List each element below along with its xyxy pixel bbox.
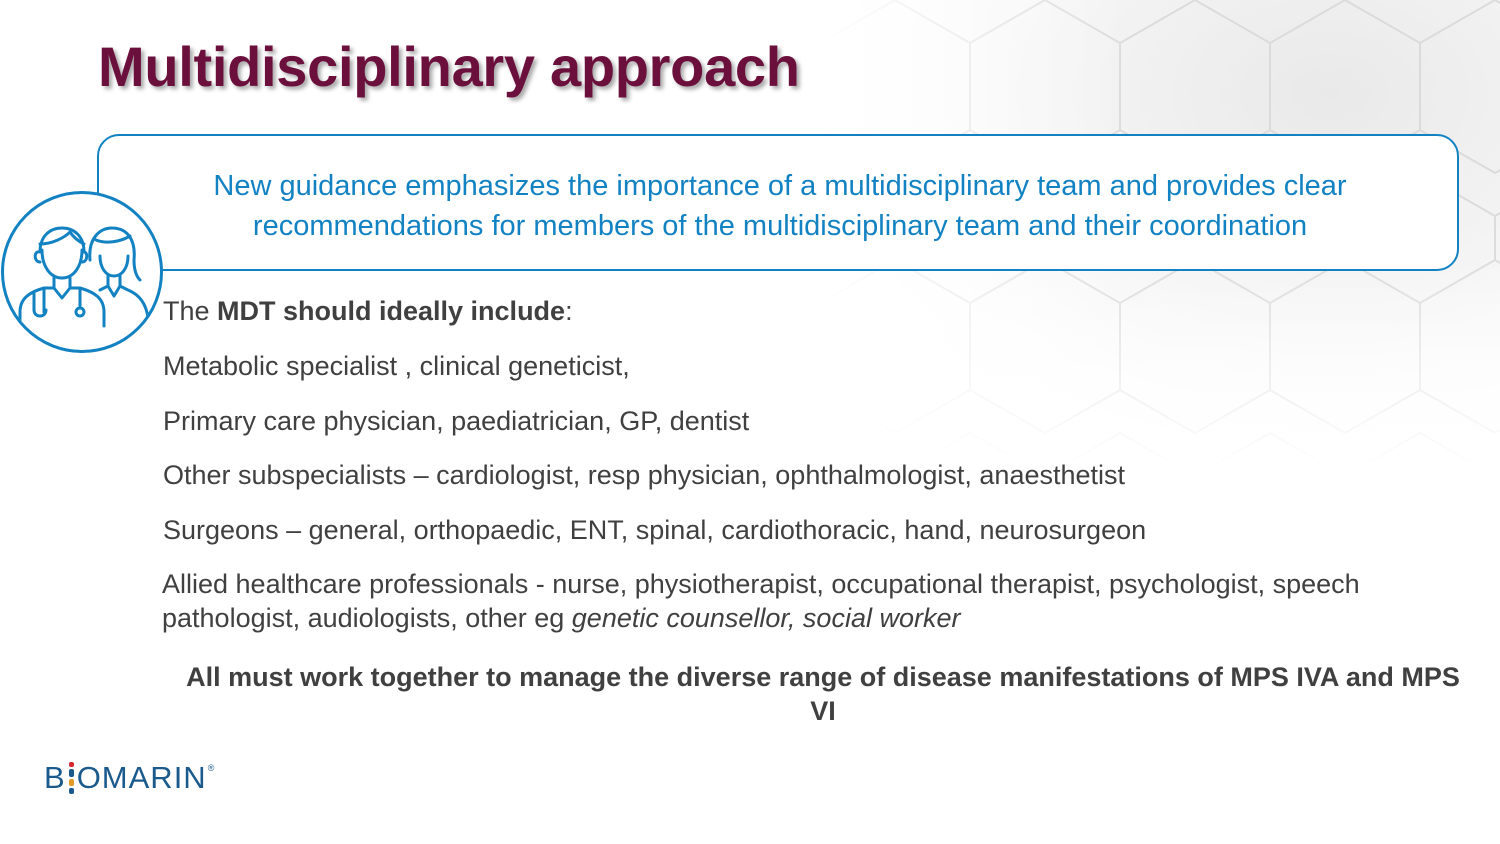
- conclusion-statement: All must work together to manage the diverse range of disease manifestations of MPS IVA and MPS VI: [186, 662, 1460, 726]
- logo-text-start: B: [44, 760, 66, 795]
- slide-title: Multidisciplinary approach: [98, 35, 800, 98]
- list-item: Other subspecialists – cardiologist, resp physician, ophthalmologist, anaesthetist: [163, 460, 1126, 490]
- mdt-intro-prefix: The: [163, 296, 218, 326]
- logo-text-end: OMARIN: [76, 760, 207, 795]
- biomarin-logo: [44, 760, 215, 796]
- doctors-team-icon: [1, 191, 163, 353]
- allied-professionals-italic: genetic counsellor, social worker: [571, 603, 961, 633]
- mdt-intro-line: [163, 296, 573, 327]
- list-item: Surgeons – general, orthopaedic, ENT, spinal, cardiothoracic, hand, neurosurgeon: [163, 515, 1147, 545]
- mdt-intro-bold: MDT should ideally include: [217, 296, 566, 326]
- allied-professionals-text: Allied healthcare professionals - nurse, physiotherapist, occupational therapist, psychologist, speech pathologist, audiologists, other eg: [162, 569, 1360, 633]
- logo-i-mark: [69, 762, 74, 794]
- list-item: Primary care physician, paediatrician, GP, dentist: [163, 406, 750, 436]
- guidance-callout-text: New guidance emphasizes the importance of a multidisciplinary team and provides clear recommendations for members of the multidisciplinary team and their coordination: [213, 170, 1347, 242]
- logo-registered-mark: ®: [207, 763, 216, 773]
- allied-professionals-item: [162, 567, 1452, 635]
- mdt-intro-suffix: :: [565, 296, 573, 326]
- list-item: Metabolic specialist , clinical geneticist,: [163, 351, 630, 381]
